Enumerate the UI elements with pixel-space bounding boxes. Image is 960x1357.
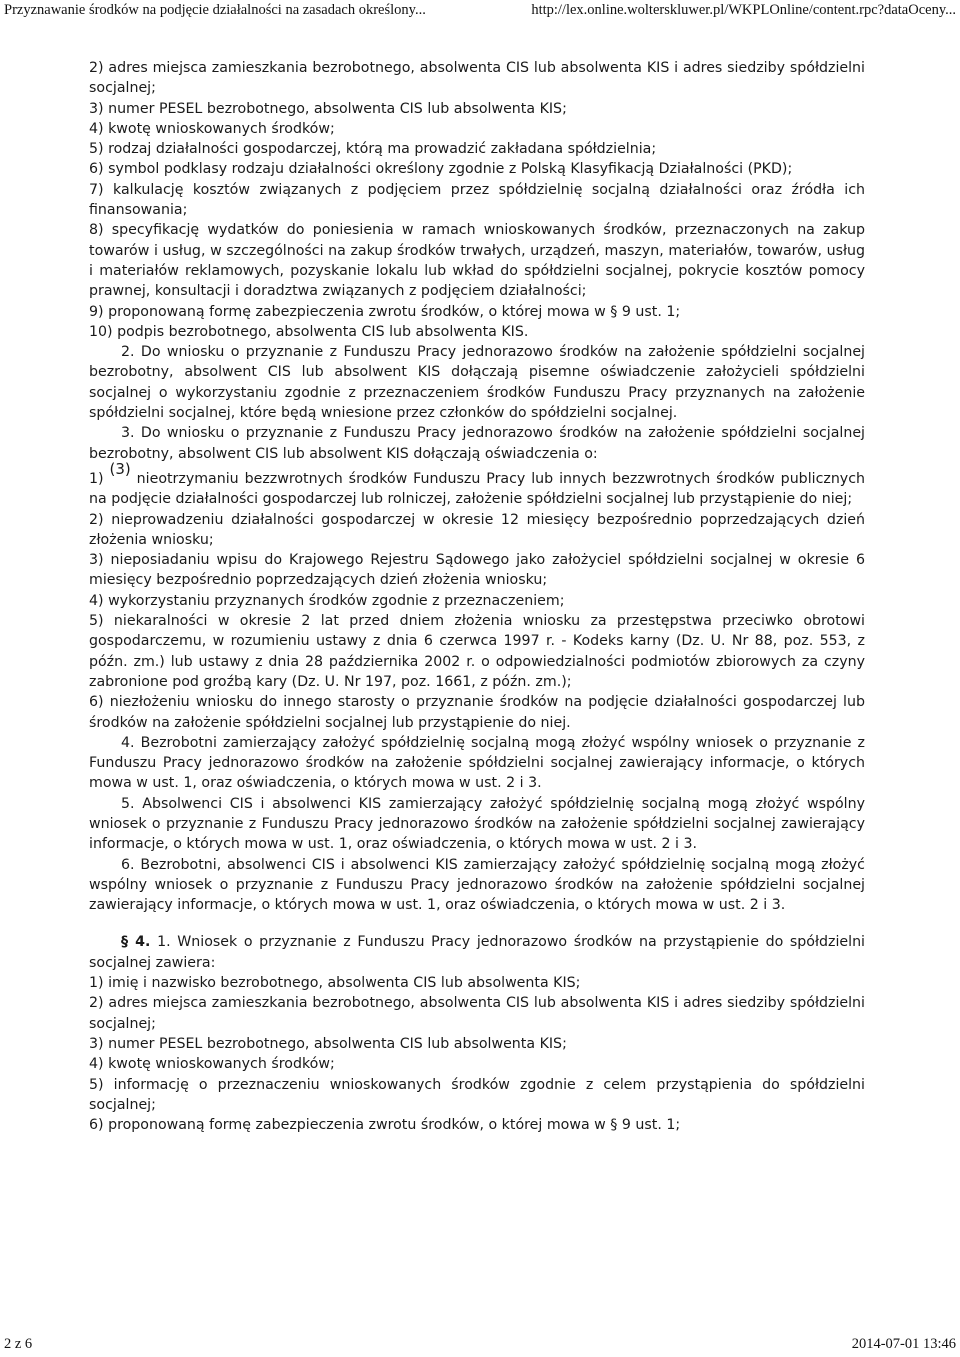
print-timestamp: 2014-07-01 13:46 (851, 1336, 956, 1352)
list-item: 5) informację o przeznaczeniu wnioskowanych środków zgodnie z celem przystąpienia do spółdzielni socjalnej; (89, 1076, 865, 1113)
paragraph: 6. Bezrobotni, absolwenci CIS i absolwenci KIS zamierzający założyć spółdzielnię socjalną mogą złożyć wspólny wniosek o przyznanie z Funduszu Pracy jednorazowo środków na założenie spółdzielni socjalnej zawierający informacje, o których mowa w ust. 1, oraz oświadczenia, o których mowa w ust. 2 i 3. (89, 856, 865, 914)
list-item: 6) niezłożeniu wniosku do innego starosty o przyznanie środków na podjęcie działalności gospodarczej lub środków na założenie spółdzielni socjalnej lub przystąpienie do niej. (89, 694, 865, 731)
list-item-text: nieotrzymaniu bezzwrotnych środków Funduszu Pracy lub innych bezzwrotnych środków publicznych na podjęcie działalności gospodarczej lub rolniczej, założenie spółdzielni socjalnej lub przystąpienie do niej; (89, 470, 865, 508)
page-number: 2 z 6 (4, 1336, 33, 1352)
list-item: 3) nieposiadaniu wpisu do Krajowego Rejestru Sądowego jako założyciel spółdzielni socjalnej w okresie 6 miesięcy bezpośrednio poprzedzających dzień złożenia wniosku; (89, 552, 865, 589)
list-item: 2) adres miejsca zamieszkania bezrobotnego, absolwenta CIS lub absolwenta KIS i adres siedziby spółdzielni socjalnej; (89, 60, 865, 97)
browser-print-footer (0, 1336, 960, 1356)
list-item: 4) kwotę wnioskowanych środków; (89, 120, 335, 137)
header-url: http://lex.online.wolterskluwer.pl/WKPLOnline/content.rpc?dataOceny... (531, 2, 956, 18)
paragraph: 3. Do wniosku o przyznanie z Funduszu Pracy jednorazowo środków na założenie spółdzielni socjalnej bezrobotny, absolwent CIS lub absolwent KIS dołączają oświadczenia o: (89, 425, 865, 462)
list-number: 1) (89, 470, 104, 487)
section-marker[interactable]: § 4. (121, 934, 151, 951)
list-item: 6) symbol podklasy rodzaju działalności określony zgodnie z Polską Klasyfikacją Działalności (PKD); (89, 161, 793, 178)
browser-print-header (0, 0, 960, 22)
list-item: 2) adres miejsca zamieszkania bezrobotnego, absolwenta CIS lub absolwenta KIS i adres siedziby spółdzielni socjalnej; (89, 995, 865, 1032)
list-item (89, 459, 865, 510)
list-item: 8) specyfikację wydatków do poniesienia w ramach wnioskowanych środków, przeznaczonych na zakup towarów i usług, w szczególności na zakup środków trwałych, urządzeń, maszyn, materiałów, towarów, usług i materiałów reklamowych, pozyskanie lokalu lub wkład do spółdzielni socjalnej, pokrycie kosztów pomocy prawnej, konsultacji i doradztwa związanych z podjęciem działalności; (89, 222, 865, 300)
list-item: 5) rodzaj działalności gospodarczej, którą ma prowadzić zakładana spółdzielnia; (89, 141, 657, 158)
paragraph: 5. Absolwenci CIS i absolwenci KIS zamierzający założyć spółdzielnię socjalną mogą złożyć wspólny wniosek o przyznanie z Funduszu Pracy jednorazowo środków na założenie spółdzielni socjalnej zawierający informacje, o których mowa w ust. 1, oraz oświadczenia, o których mowa w ust. 2 i 3. (89, 795, 865, 853)
document-body (89, 58, 865, 1135)
list-item: 4) wykorzystaniu przyznanych środków zgodnie z przeznaczeniem; (89, 592, 565, 609)
list-item: 2) nieprowadzeniu działalności gospodarczej w okresie 12 miesięcy bezpośrednio poprzedzających dzień złożenia wniosku; (89, 511, 865, 548)
section-gap (89, 915, 865, 932)
list-item: 5) niekaralności w okresie 2 lat przed dniem złożenia wniosku za przestępstwa przeciwko obrotowi gospodarczemu, w rozumieniu ustawy z dnia 6 czerwca 1997 r. - Kodeks karny (Dz. U. Nr 88, poz. 553, z późn. zm.) lub ustawy z dnia 28 października 2002 r. o odpowiedzialności podmiotów zbiorowych za czyny zabronione pod groźbą kary (Dz. U. Nr 197, poz. 1661, z późn. zm.); (89, 613, 865, 690)
paragraph: 2. Do wniosku o przyznanie z Funduszu Pracy jednorazowo środków na założenie spółdzielni socjalnej bezrobotny, absolwent CIS lub absolwent KIS dołączają pisemne oświadczenie założycieli spółdzielni socjalnej o wykorzystaniu zgodnie z przeznaczeniem środków Funduszu Pracy przyznanych na założenie spółdzielni socjalnej, które będą wniesione przez członków do spółdzielni socjalnej. (89, 344, 865, 422)
paragraph: 4. Bezrobotni zamierzający założyć spółdzielnię socjalną mogą złożyć wspólny wniosek o przyznanie z Funduszu Pracy jednorazowo środków na założenie spółdzielni socjalnej zawierający informacje, o których mowa w ust. 1, oraz oświadczenia, o których mowa w ust. 2 i 3. (89, 734, 865, 792)
list-item: 3) numer PESEL bezrobotnego, absolwenta CIS lub absolwenta KIS; (89, 100, 567, 117)
list-item: 10) podpis bezrobotnego, absolwenta CIS lub absolwenta KIS. (89, 323, 529, 340)
list-item: 4) kwotę wnioskowanych środków; (89, 1056, 335, 1073)
list-item: 3) numer PESEL bezrobotnego, absolwenta CIS lub absolwenta KIS; (89, 1035, 567, 1052)
list-item: 7) kalkulację kosztów związanych z podjęciem przez spółdzielnię socjalną działalności oraz źródła ich finansowania; (89, 181, 865, 219)
section-paragraph (89, 932, 865, 973)
list-item: 6) proponowaną formę zabezpieczenia zwrotu środków, o której mowa w § 9 ust. 1; (89, 1117, 681, 1134)
list-item: 1) imię i nazwisko bezrobotnego, absolwenta CIS lub absolwenta KIS; (89, 975, 581, 992)
list-item: 9) proponowaną formę zabezpieczenia zwrotu środków, o której mowa w § 9 ust. 1; (89, 303, 681, 320)
footnote-reference[interactable]: (3) (109, 459, 131, 478)
header-page-title: Przyznawanie środków na podjęcie działalności na zasadach określony... (4, 2, 426, 18)
section-text: 1. Wniosek o przyznanie z Funduszu Pracy jednorazowo środków na przystąpienie do spółdzielni socjalnej zawiera: (89, 934, 865, 971)
